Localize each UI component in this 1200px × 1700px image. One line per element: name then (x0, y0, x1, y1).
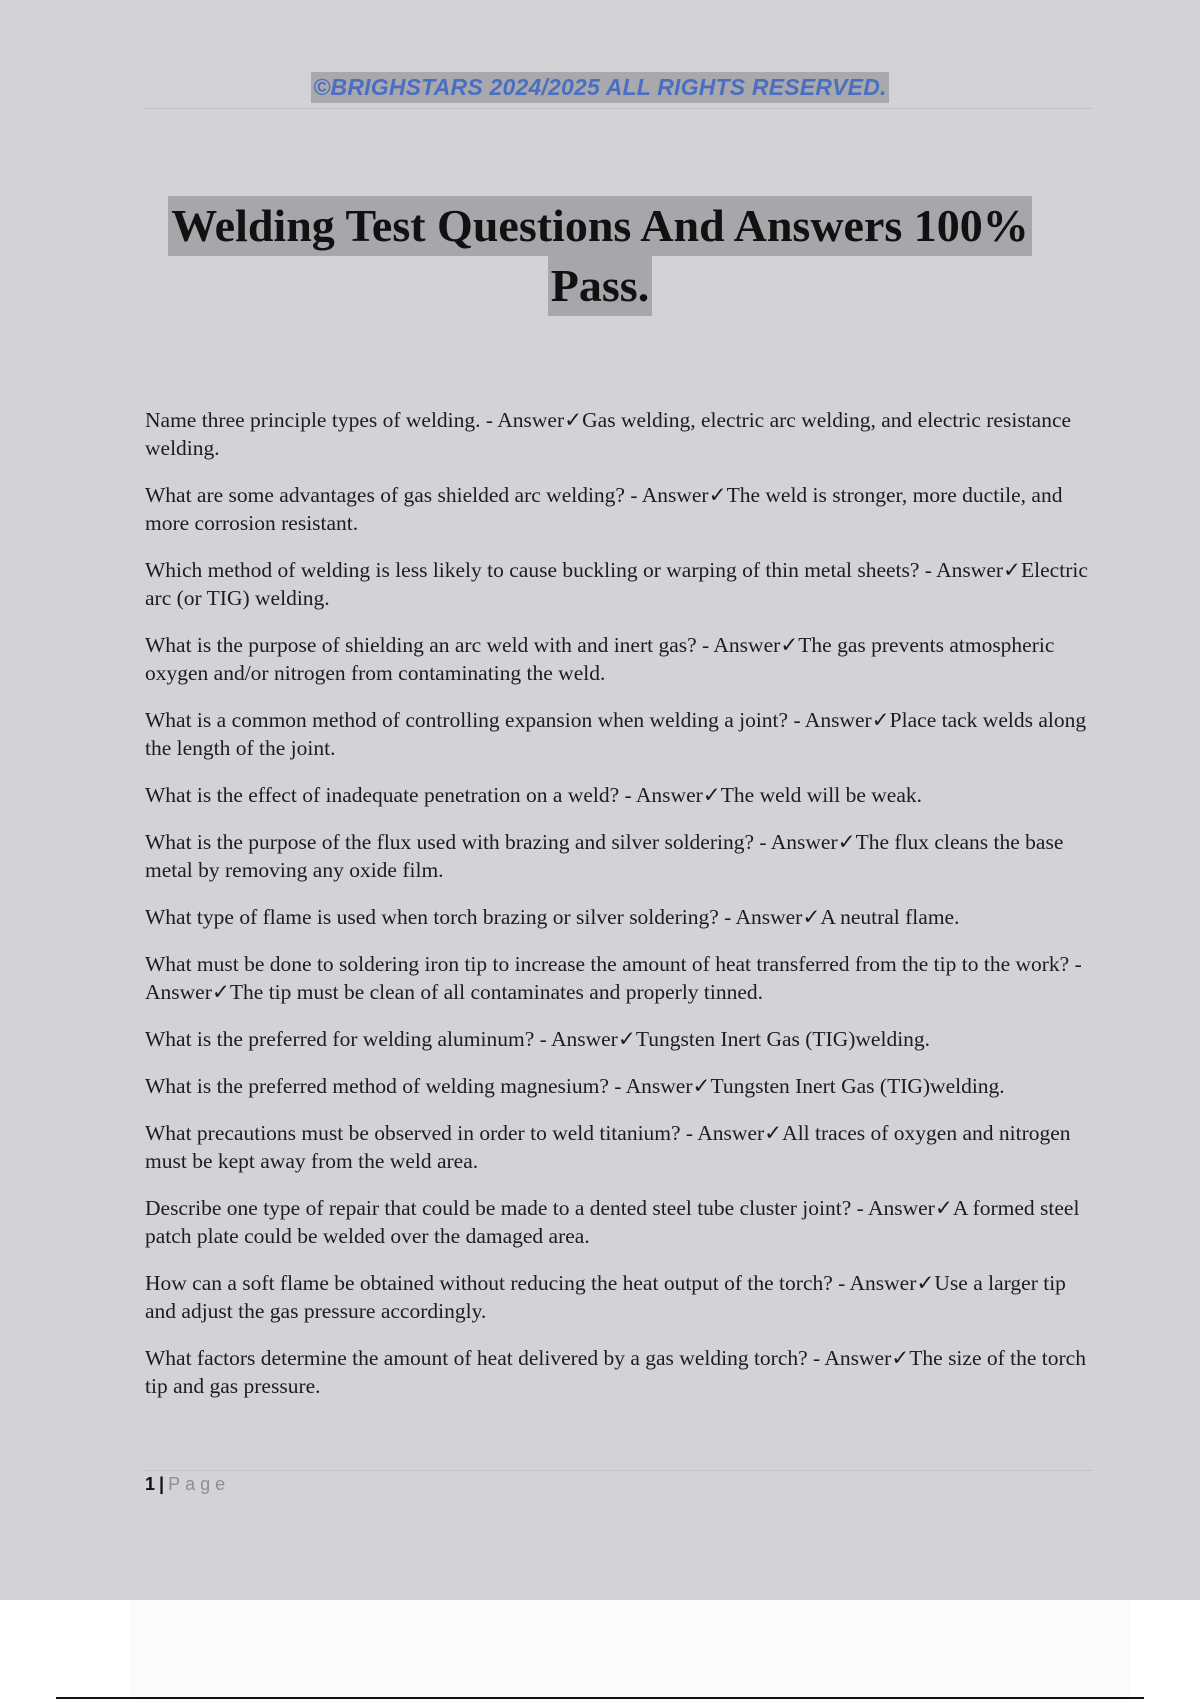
qa-item: How can a soft flame be obtained without reducing the heat output of the torch? - Answer✓Use a larger tip and adjust the gas pressure accordingly. (145, 1271, 1066, 1323)
title-line-1: Welding Test Questions And Answers 100% (168, 196, 1032, 256)
qa-item: Which method of welding is less likely to cause buckling or warping of thin metal sheets? - Answer✓Electric arc (or TIG) welding. (145, 558, 1088, 610)
footer-divider (143, 1470, 1093, 1471)
title-line-2: Pass. (548, 256, 652, 316)
qa-item: What is the preferred method of welding magnesium? - Answer✓Tungsten Inert Gas (TIG)welding. (145, 1074, 1005, 1098)
page-number: 1 (145, 1474, 156, 1494)
qa-item: What must be done to soldering iron tip to increase the amount of heat transferred from the tip to the work? - Answer✓The tip must be clean of all contaminates and properly tinned. (145, 952, 1082, 1004)
qa-item: What is the purpose of the flux used with brazing and silver soldering? - Answer✓The flux cleans the base metal by removing any oxide film. (145, 830, 1064, 882)
page-footer (145, 1474, 230, 1495)
qa-item: What is a common method of controlling expansion when welding a joint? - Answer✓Place tack welds along the length of the joint. (145, 708, 1087, 760)
footer-separator: | (159, 1474, 165, 1494)
bottom-divider (56, 1697, 1144, 1699)
qa-item: What is the purpose of shielding an arc weld with and inert gas? - Answer✓The gas prevents atmospheric oxygen and/or nitrogen from contaminating the weld. (145, 633, 1055, 685)
qa-item: What is the preferred for welding aluminum? - Answer✓Tungsten Inert Gas (TIG)welding. (145, 1027, 931, 1051)
page-header (0, 72, 1200, 103)
qa-item: Name three principle types of welding. - Answer✓Gas welding, electric arc welding, and electric resistance welding. (145, 408, 1072, 460)
copyright-notice: ©BRIGHSTARS 2024/2025 ALL RIGHTS RESERVED. (311, 72, 888, 103)
qa-item: What is the effect of inadequate penetration on a weld? - Answer✓The weld will be weak. (145, 783, 922, 807)
qa-item: What type of flame is used when torch brazing or silver soldering? - Answer✓A neutral flame. (145, 905, 960, 929)
document-title (0, 196, 1200, 316)
qa-item: What are some advantages of gas shielded arc welding? - Answer✓The weld is stronger, more ductile, and more corrosion resistant. (145, 483, 1063, 535)
qa-item: What factors determine the amount of heat delivered by a gas welding torch? - Answer✓The size of the torch tip and gas pressure. (145, 1346, 1086, 1398)
header-divider (143, 108, 1093, 109)
qa-item: Describe one type of repair that could be made to a dented steel tube cluster joint? - Answer✓A formed steel patch plate could be welded over the damaged area. (145, 1196, 1080, 1248)
next-page-edge (130, 1600, 1130, 1700)
qa-list (145, 406, 1095, 1419)
page-label: Page (168, 1474, 231, 1494)
qa-item: What precautions must be observed in order to weld titanium? - Answer✓All traces of oxygen and nitrogen must be kept away from the weld area. (145, 1121, 1071, 1173)
